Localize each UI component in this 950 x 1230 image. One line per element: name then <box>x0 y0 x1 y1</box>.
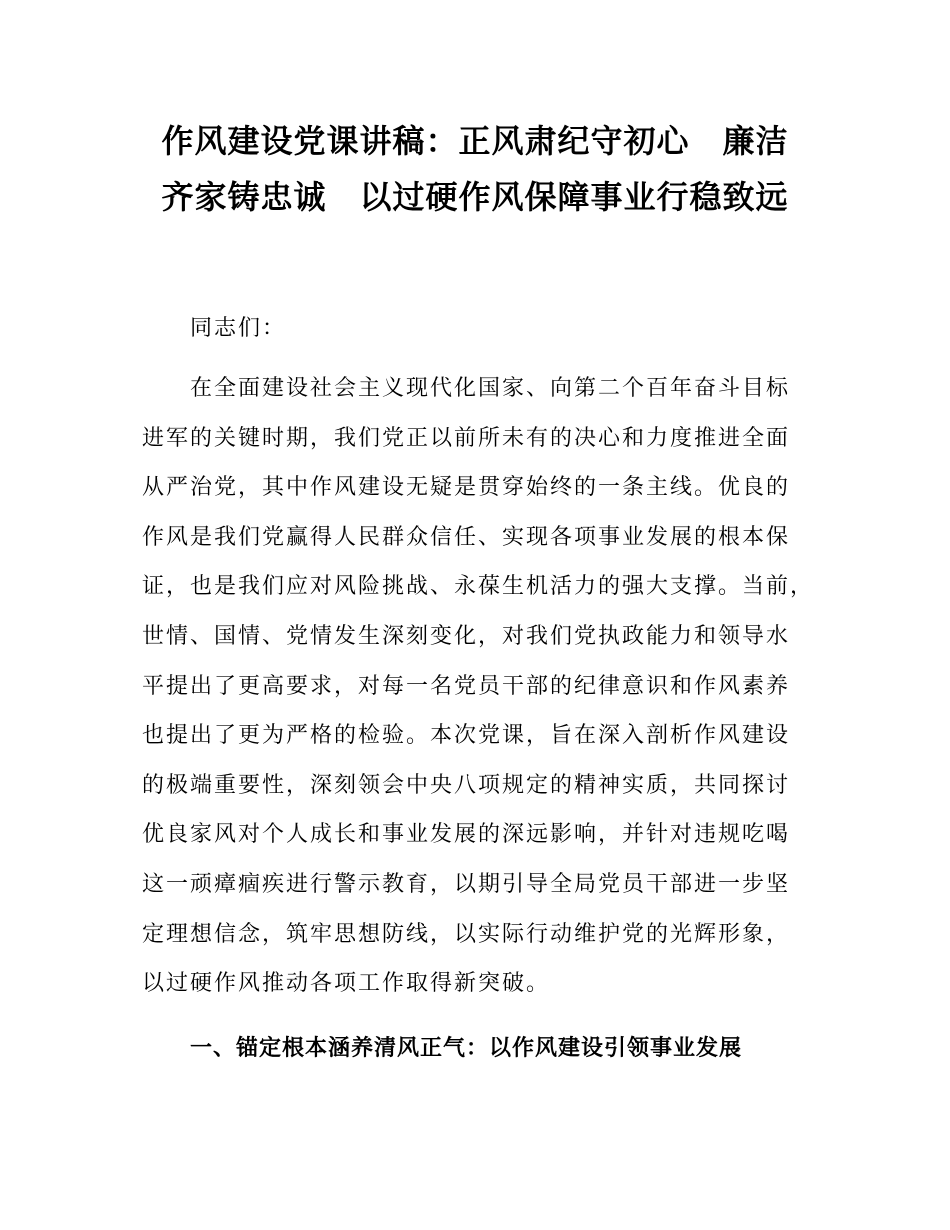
paragraph-line: 世情、国情、党情发生深刻变化，对我们党执政能力和领导水 <box>142 623 791 649</box>
paragraph-line: 以过硬作风推动各项工作取得新突破。 <box>142 971 551 997</box>
salutation: 同志们： <box>190 316 287 341</box>
document-title <box>130 113 820 225</box>
paragraph-line: 定理想信念，筑牢思想防线，以实际行动维护党的光辉形象， <box>142 921 791 947</box>
paragraph-line: 平提出了更高要求，对每一名党员干部的纪律意识和作风素养 <box>142 673 791 699</box>
section-heading: 一、锚定根本涵养清风正气：以作风建设引领事业发展 <box>190 1036 743 1061</box>
paragraph-line: 进军的关键时期，我们党正以前所未有的决心和力度推进全面 <box>142 425 791 451</box>
paragraph-line: 从严治党，其中作风建设无疑是贯穿始终的一条主线。优良的 <box>142 475 791 501</box>
paragraph-line: 这一顽瘴痼疾进行警示教育，以期引导全局党员干部进一步坚 <box>142 871 791 897</box>
paragraph-line: 证，也是我们应对风险挑战、永葆生机活力的强大支撑。当前， <box>142 574 815 600</box>
paragraph-line: 也提出了更为严格的检验。本次党课，旨在深入剖析作风建设 <box>142 723 791 749</box>
title-line-1: 作风建设党课讲稿：正风肃纪守初心 廉洁 <box>161 122 789 160</box>
paragraph-line: 作风是我们党赢得人民群众信任、实现各项事业发展的根本保 <box>142 524 791 550</box>
paragraph-line: 在全面建设社会主义现代化国家、向第二个百年奋斗目标 <box>190 376 791 401</box>
intro-paragraph <box>142 364 842 1009</box>
paragraph-line: 优良家风对个人成长和事业发展的深远影响，并针对违规吃喝 <box>142 822 791 848</box>
title-line-2: 齐家铸忠诚 以过硬作风保障事业行稳致远 <box>161 178 789 216</box>
paragraph-line: 的极端重要性，深刻领会中央八项规定的精神实质，共同探讨 <box>142 772 791 798</box>
